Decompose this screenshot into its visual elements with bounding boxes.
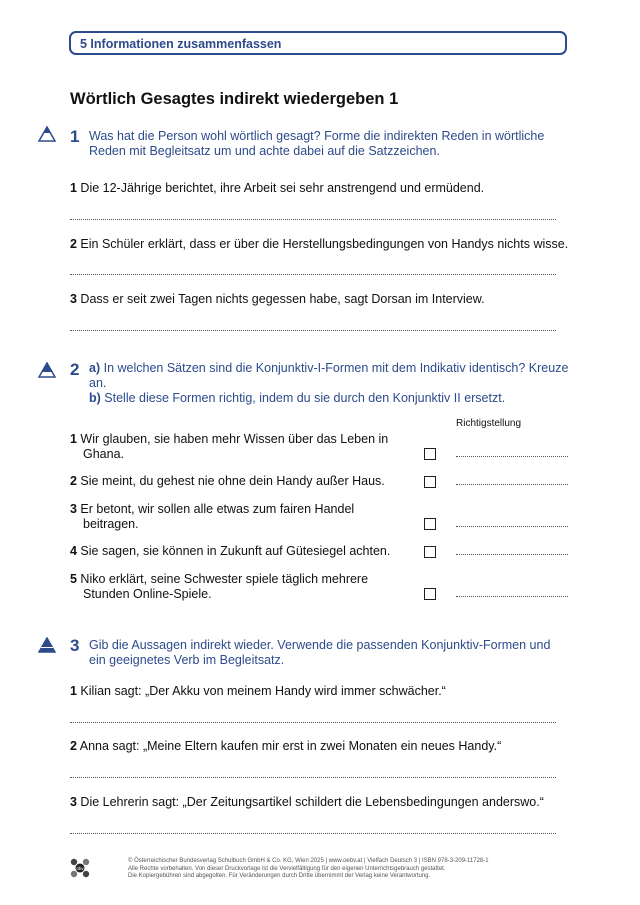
correction-line[interactable] [456, 553, 568, 555]
exercise-2-instruction: a) In welchen Sätzen sind die Konjunktiv-I-Formen mit dem Indikativ identisch? Kreuze an. b) Stelle diese Formen richtig, indem du sie durch den Konjunktiv II ersetzt. [89, 361, 569, 405]
correction-line[interactable] [456, 595, 568, 597]
answer-line[interactable] [70, 776, 556, 778]
ex1-item-2: 2 Ein Schüler erklärt, dass er über die Herstellungsbedingungen von Handys nichts wisse. [70, 237, 569, 251]
ex1-item-3: 3 Dass er seit zwei Tagen nichts gegessen habe, sagt Dorsan im Interview. [70, 292, 485, 306]
ex2-item-1: 1 Wir glauben, sie haben mehr Wissen über das Leben in Ghana. [70, 432, 389, 461]
svg-text:öbv: öbv [76, 866, 84, 871]
ex3-item-3: 3 Die Lehrerin sagt: „Der Zeitungsartikel schildert die Lebensbedingungen anderswo.“ [70, 795, 544, 809]
difficulty-3-icon [38, 637, 56, 653]
publisher-logo [68, 856, 92, 880]
ex2-item-2: 2 Sie meint, du gehest nie ohne dein Handy außer Haus. [70, 474, 385, 488]
copyright-footer: © Österreichischer Bundesverlag Schulbuch GmbH & Co. KG, Wien 2025 | www.oebv.at | Vielfach Deutsch 3 | ISBN 978-3-209-11728-1 Alle Rechte vorbehalten. Von dieser Druckvorlage ist die Vervielfältigung für den eigenen Unterrichtsgebrauch gestattet. Die Kopiergebühren sind abgegolten. Für Veränderungen durch Dritte übernimmt der Verlag keine Verantwortung. [128, 858, 489, 879]
chapter-label: 5 Informationen zusammenfassen [80, 37, 282, 51]
ex2-item-5: 5 Niko erklärt, seine Schwester spiele täglich mehrere Stunden Online-Spiele. [70, 572, 369, 601]
answer-line[interactable] [70, 721, 556, 723]
exercise-number-3: 3 [70, 636, 80, 655]
answer-line[interactable] [70, 832, 556, 834]
exercise-1-instruction: Was hat die Person wohl wörtlich gesagt? Forme die indirekten Reden in wörtliche Reden mit Begleitsatz um und achte dabei auf die Satzzeichen. [89, 129, 545, 158]
ex2-item-4: 4 Sie sagen, sie können in Zukunft auf Gütesiegel achten. [70, 544, 391, 558]
checkbox[interactable] [424, 448, 436, 460]
correction-line[interactable] [456, 525, 568, 527]
checkbox[interactable] [424, 546, 436, 558]
checkbox[interactable] [424, 518, 436, 530]
difficulty-1-icon [38, 126, 56, 142]
ex3-item-1: 1 Kilian sagt: „Der Akku von meinem Handy wird immer schwächer.“ [70, 684, 446, 698]
ex2-item-3: 3 Er betont, wir sollen alle etwas zum fairen Handel beitragen. [70, 502, 355, 531]
answer-line[interactable] [70, 273, 556, 275]
page-title: Wörtlich Gesagtes indirekt wiedergeben 1 [70, 90, 399, 108]
column-header-richtigstellung: Richtigstellung [456, 418, 522, 429]
checkbox[interactable] [424, 588, 436, 600]
chapter-header [69, 31, 567, 55]
answer-line[interactable] [70, 329, 556, 331]
ex3-item-2: 2 Anna sagt: „Meine Eltern kaufen mir erst in zwei Monaten ein neues Handy.“ [70, 739, 502, 753]
exercise-3-instruction: Gib die Aussagen indirekt wieder. Verwende die passenden Konjunktiv-Formen und ein geeignetes Verb im Begleitsatz. [89, 638, 551, 667]
difficulty-2-icon [38, 362, 56, 378]
correction-line[interactable] [456, 483, 568, 485]
exercise-number-1: 1 [70, 127, 80, 146]
correction-line[interactable] [456, 455, 568, 457]
checkbox[interactable] [424, 476, 436, 488]
answer-line[interactable] [70, 218, 556, 220]
ex1-item-1: 1 Die 12-Jährige berichtet, ihre Arbeit sei sehr anstrengend und ermüdend. [70, 181, 485, 195]
exercise-number-2: 2 [70, 360, 80, 379]
